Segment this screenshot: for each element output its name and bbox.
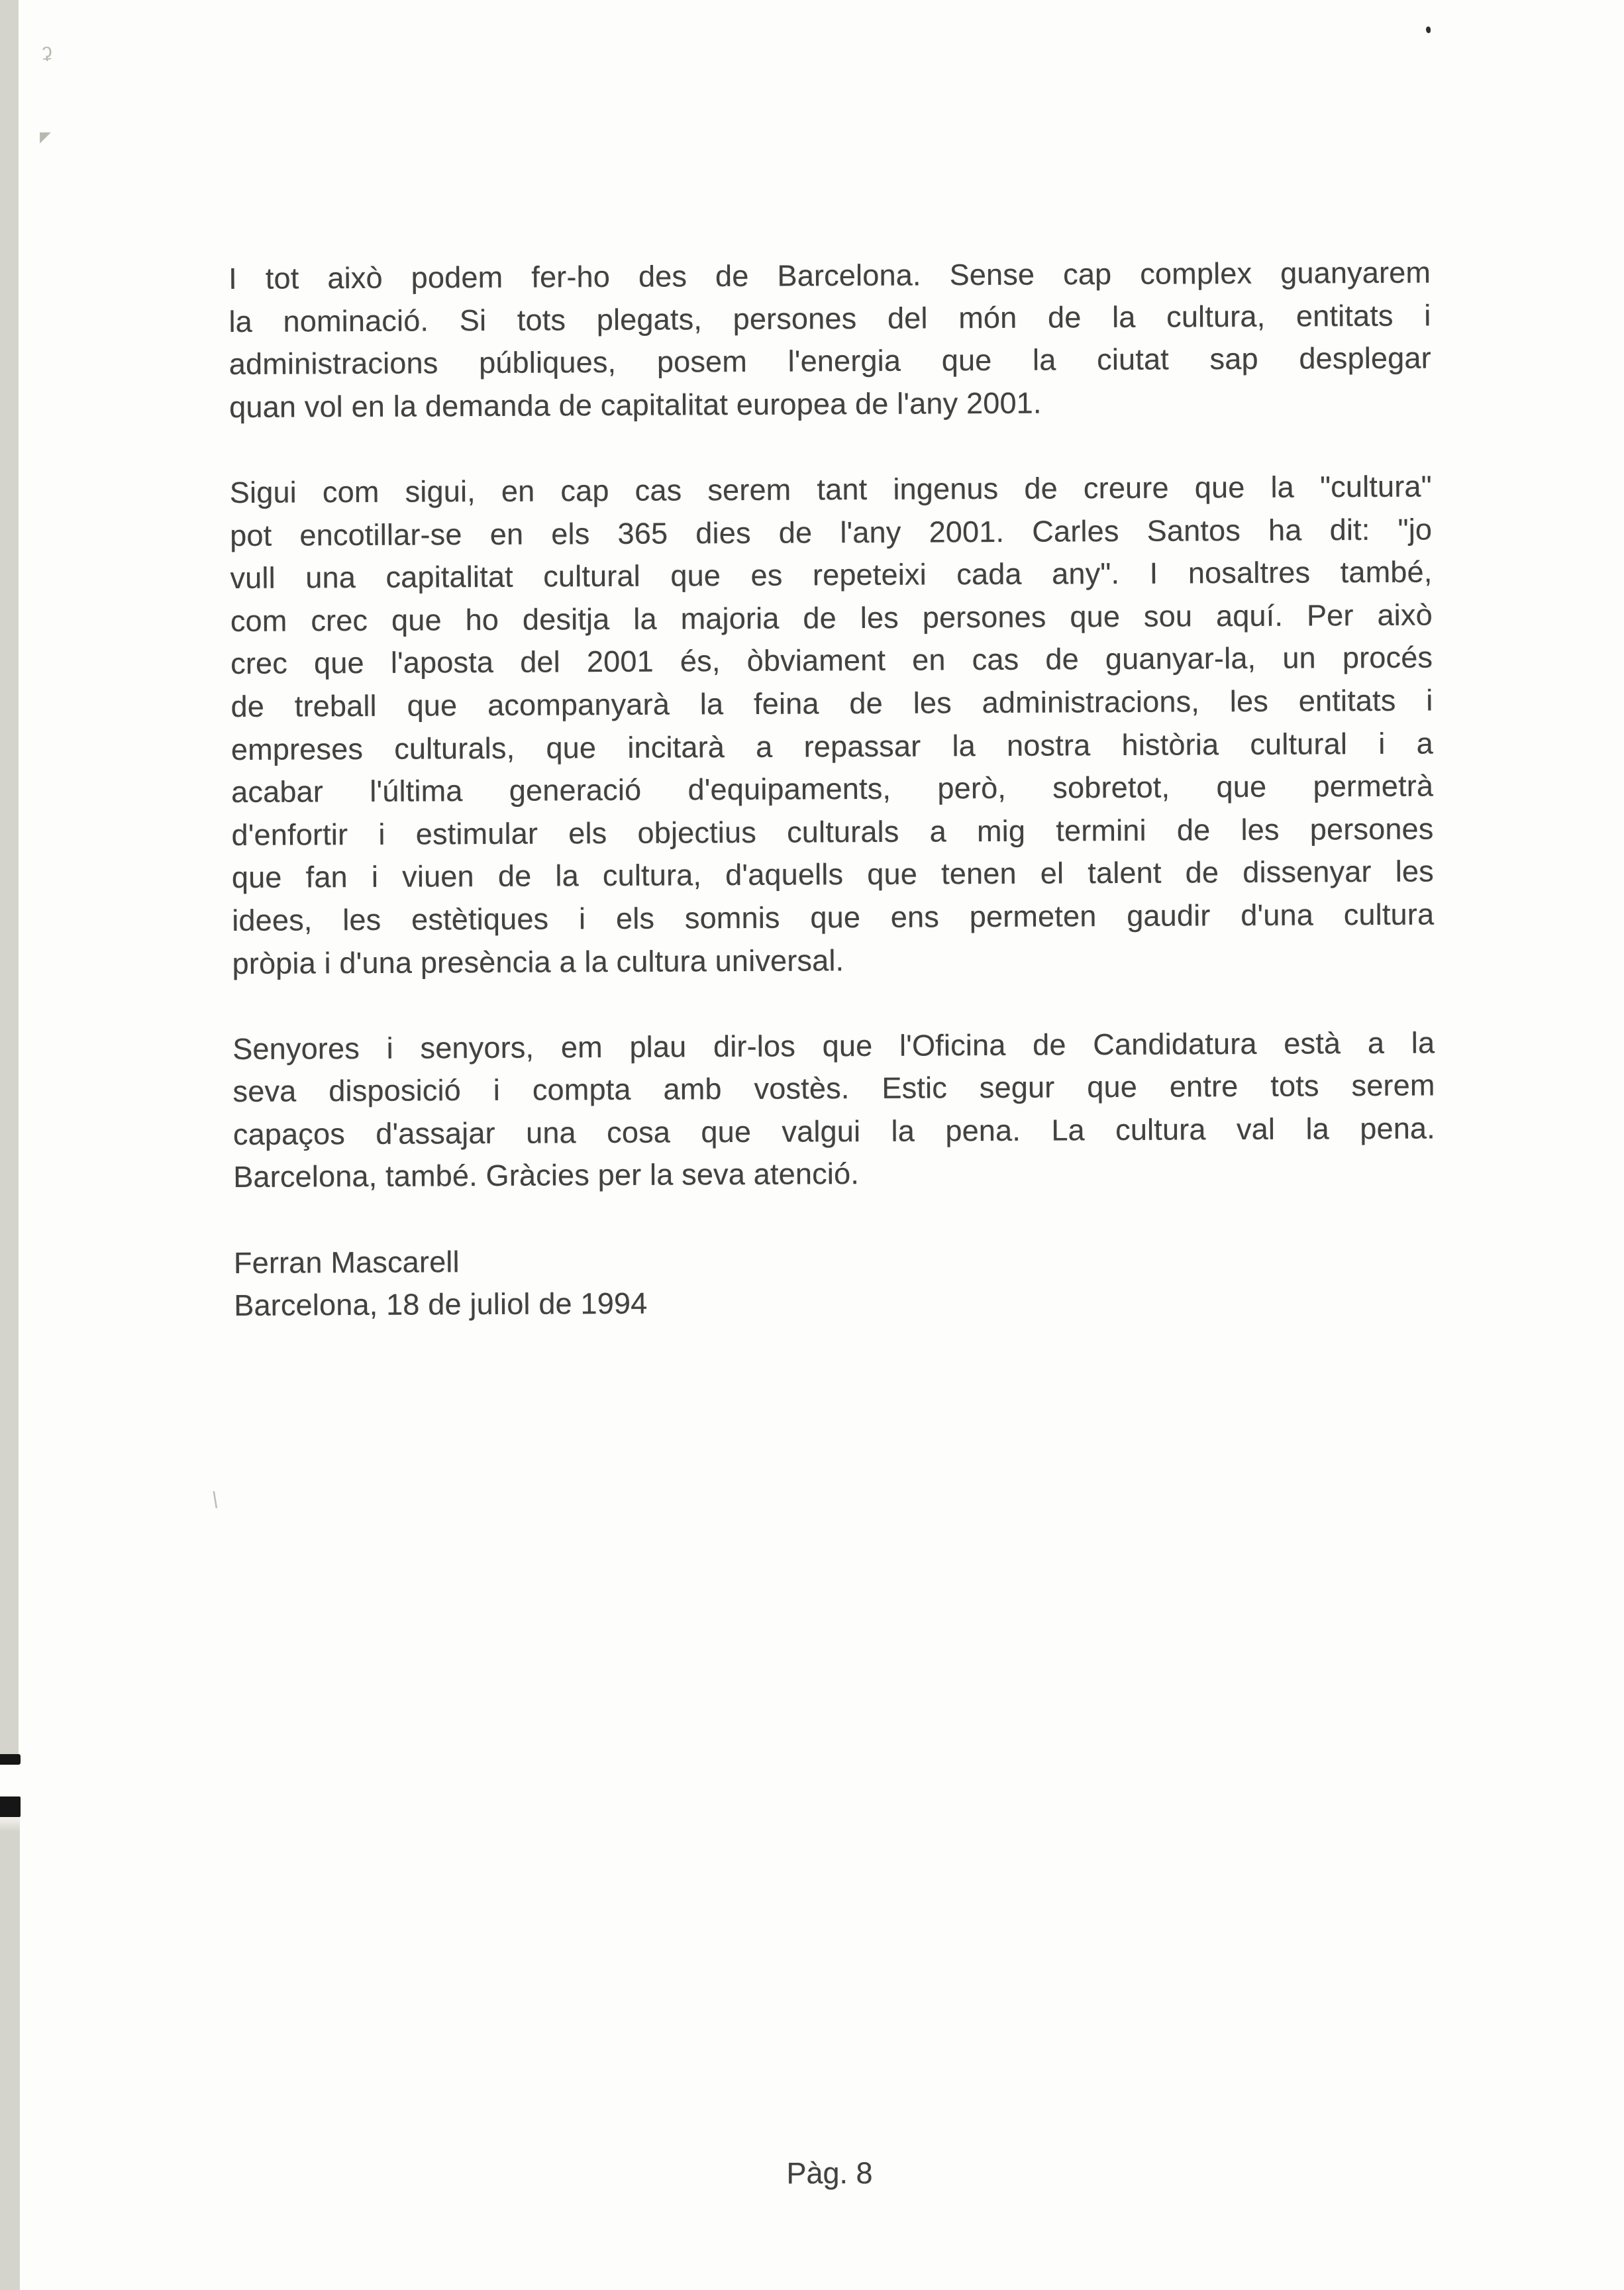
text-line: d'enfortir i estimular els objectius culturals a mig termini de les persones — [231, 811, 1434, 852]
text-line: capaços d'assajar una cosa que valgui la pena. La cultura val la pena. — [232, 1111, 1436, 1151]
text-line: de treball que acompanyarà la feina de les administracions, les entitats i — [230, 683, 1433, 723]
text-line: administracions públiques, posem l'energia que la ciutat sap desplegar — [228, 340, 1431, 382]
paragraph-3 — [232, 1021, 1435, 1199]
punch-mark-icon: ◤ — [40, 129, 51, 145]
page-number: Pàg. 8 — [786, 2156, 873, 2190]
punch-mark-icon: ʡ — [41, 43, 54, 66]
scan-fade-patch — [0, 1817, 20, 1832]
text-line: vull una capitalitat cultural que es repeteixi cada any". I nosaltres també, — [230, 554, 1433, 596]
scan-black-bar-1 — [0, 1754, 21, 1765]
text-line: crec que l'aposta del 2001 és, òbviament en cas de guanyar-la, un procés — [230, 640, 1433, 681]
text-line: Sigui com sigui, en cap cas serem tant ingenus de creure que la "cultura" — [229, 469, 1432, 509]
text-line: com crec que ho desitja la majoria de les persones que sou aquí. Per això — [230, 598, 1433, 638]
scan-black-bar-2 — [0, 1796, 21, 1817]
signature-place-date: Barcelona, 18 de juliol de 1994 — [234, 1286, 648, 1323]
text-line: pròpia i d'una presència a la cultura universal. — [232, 943, 844, 980]
text-line: pot encotillar-se en els 365 dies de l'any 2001. Carles Santos ha dit: "jo — [230, 512, 1433, 552]
text-line: seva disposició i compta amb vostès. Estic segur que entre tots serem — [232, 1068, 1435, 1109]
text-line: Barcelona, també. Gràcies per la seva atenció. — [233, 1157, 860, 1194]
scanner-edge-strip-upper — [0, 0, 19, 1755]
text-line: Senyores i senyors, em plau dir-los que l'Oficina de Candidatura està a la — [232, 1025, 1435, 1066]
text-line: acabar l'última generació d'equipaments, però, sobretot, que permetrà — [231, 768, 1434, 809]
scanner-edge-strip-lower — [0, 1832, 20, 2290]
paragraph-2 — [230, 465, 1435, 985]
text-line: la nominació. Si tots plegats, persones del món de la cultura, entitats i — [228, 298, 1431, 338]
paragraph-1 — [228, 251, 1431, 429]
text-line: I tot això podem fer-ho des de Barcelona. Sense cap complex guanyarem — [228, 255, 1431, 295]
text-line: que fan i viuen de la cultura, d'aquells que tenen el talent de dissenyar les — [231, 854, 1435, 895]
text-line: quan vol en la demanda de capitalitat europea de l'any 2001. — [229, 386, 1042, 424]
text-line: empreses culturals, que incitarà a repassar la nostra història cultural i a — [230, 726, 1433, 766]
ink-speck — [1426, 26, 1431, 33]
text-line: idees, les estètiques i els somnis que ens permeten gaudir d'una cultura — [232, 897, 1435, 937]
signature-name: Ferran Mascarell — [233, 1244, 460, 1280]
signature-block — [234, 1235, 1437, 1327]
pencil-stroke-mark: \ — [211, 1487, 220, 1514]
letter-body — [228, 251, 1436, 1327]
